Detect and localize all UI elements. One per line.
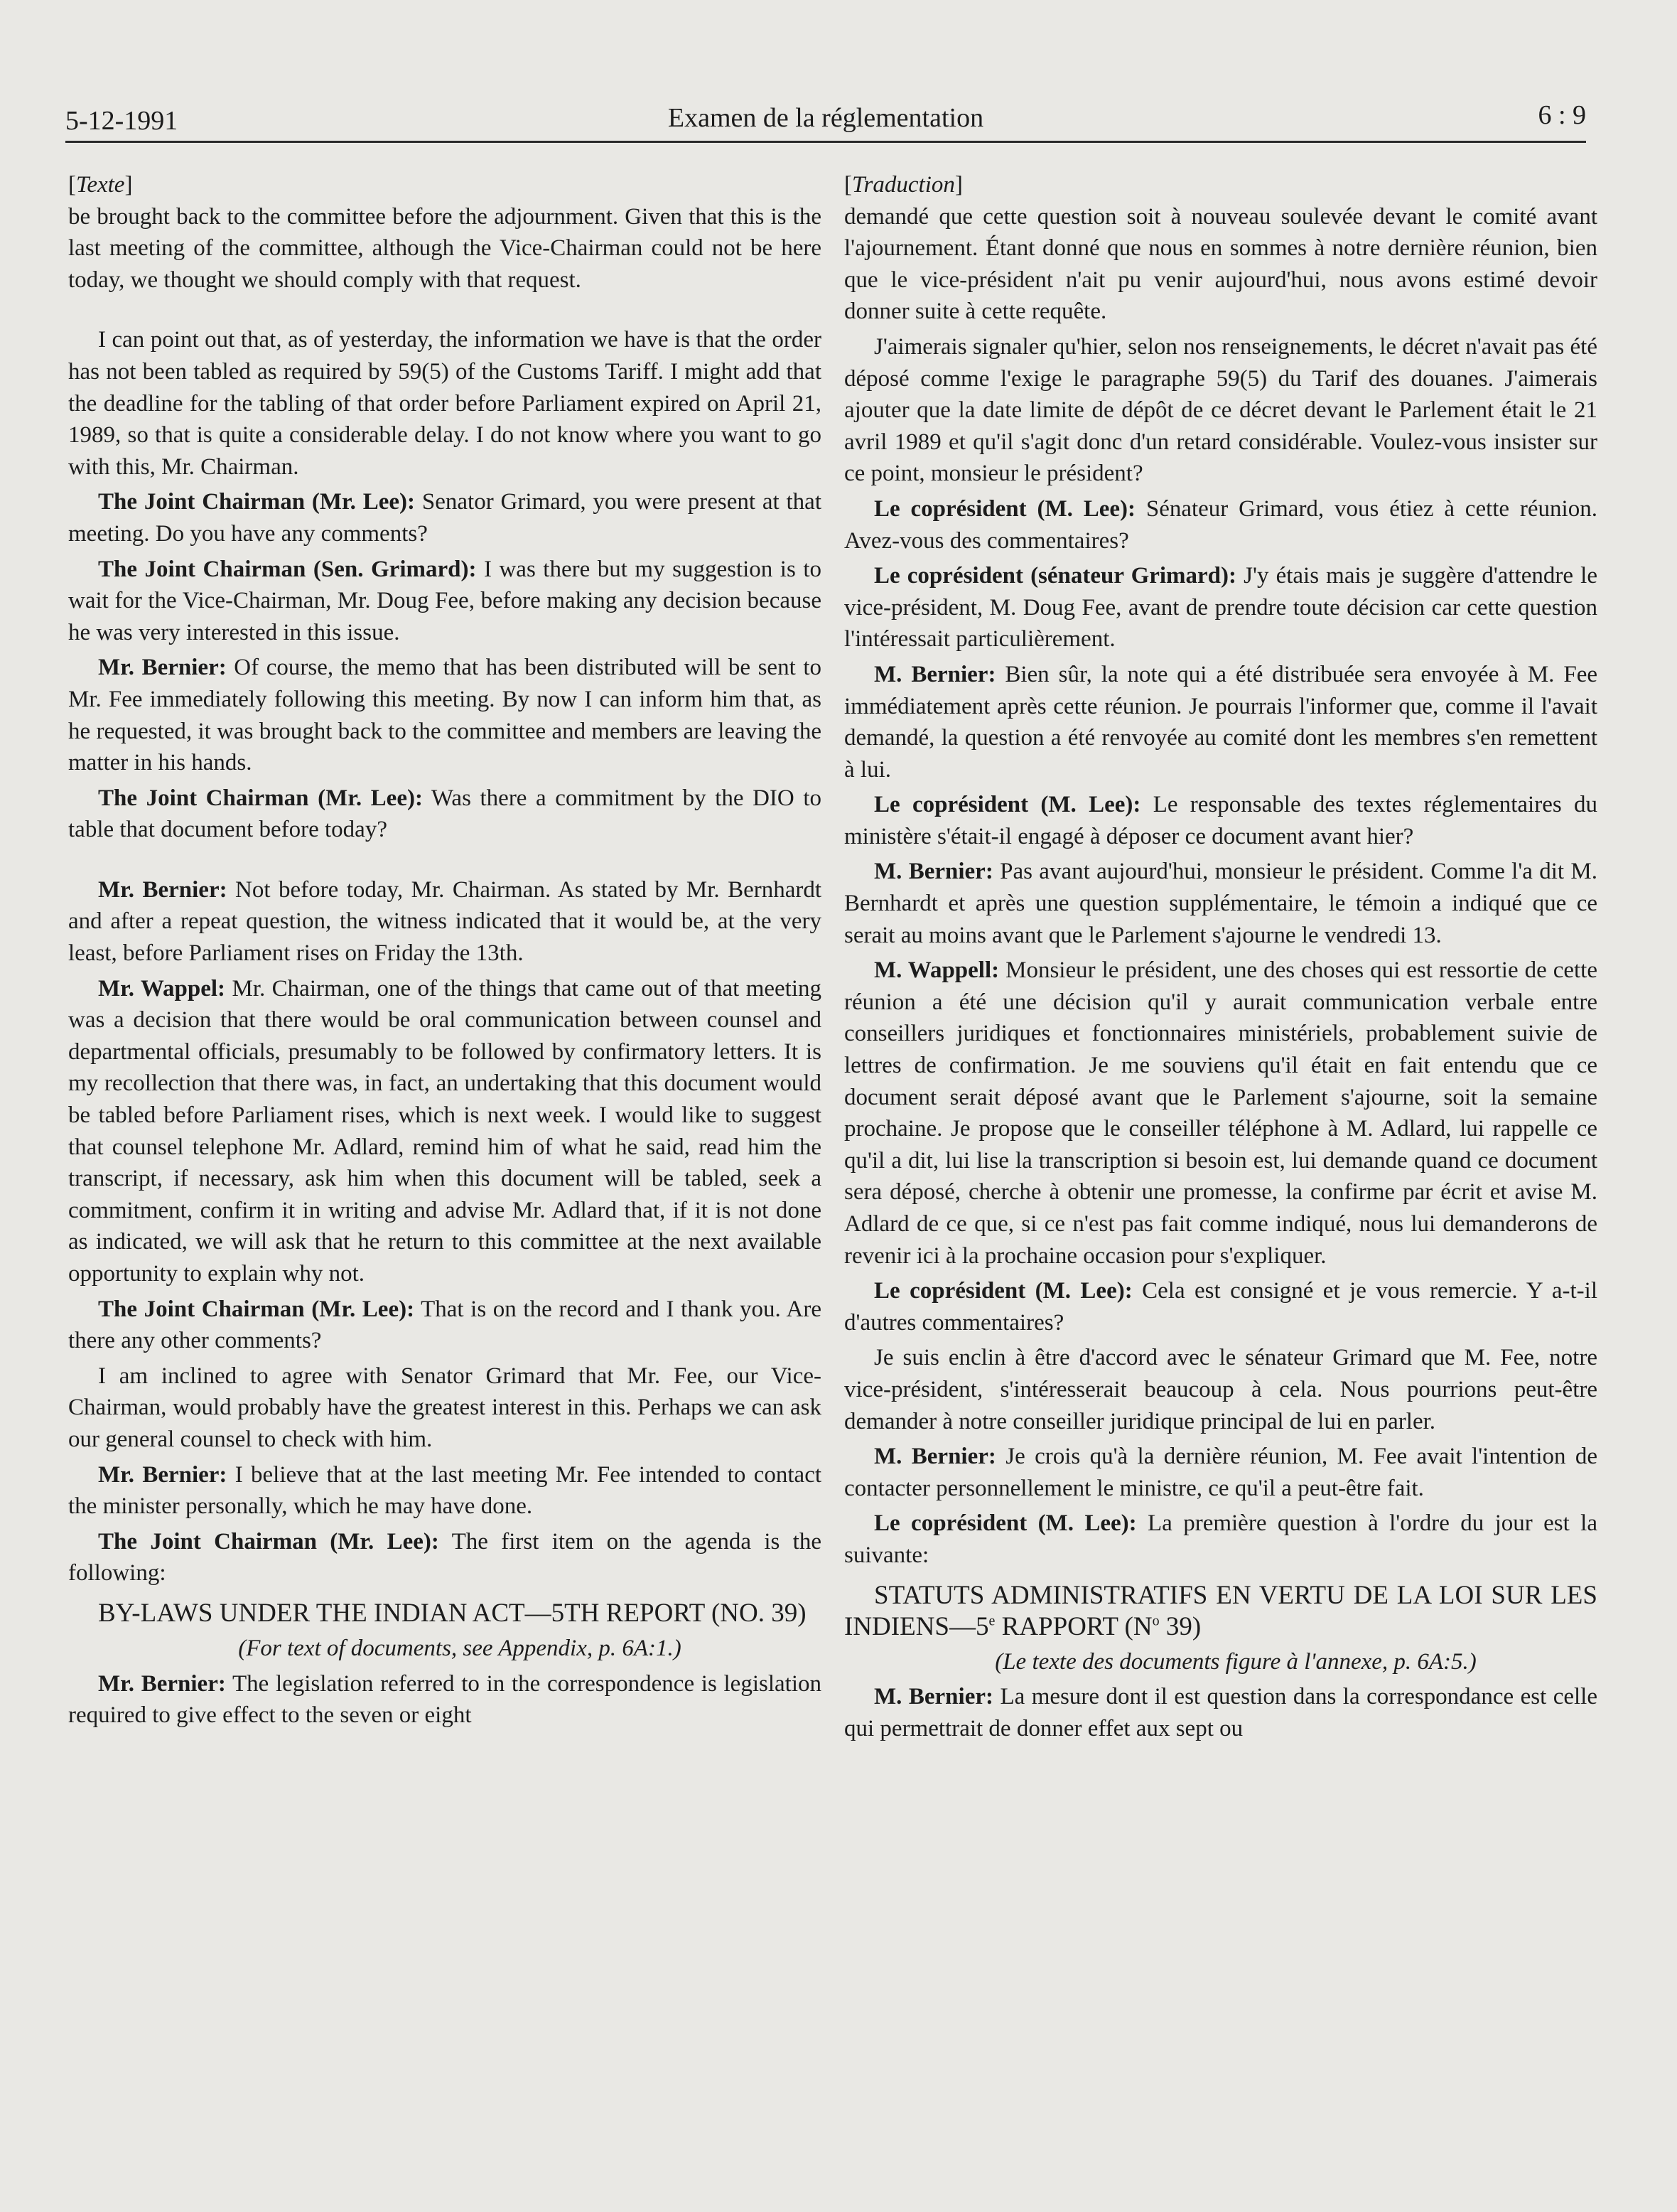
speech-text: La première question à l'ordre du jour est la suivante: bbox=[844, 1510, 1598, 1568]
paragraph bbox=[844, 493, 1597, 557]
speaker-name: M. Wappell: bbox=[874, 957, 1000, 984]
text-label: [Texte] bbox=[68, 172, 133, 198]
agenda-heading: BY-LAWS UNDER THE INDIAN ACT—5TH REPORT (NO. 39) bbox=[98, 1598, 807, 1628]
speaker-name: Mr. Bernier: bbox=[98, 1670, 226, 1697]
header-page-number: 6 : 9 bbox=[1538, 100, 1586, 130]
speaker-name: Mr. Bernier: bbox=[98, 876, 227, 903]
paragraph bbox=[844, 1441, 1597, 1504]
running-header bbox=[65, 84, 1586, 143]
speech-text: Je crois qu'à la dernière réunion, M. Fee avait l'intention de contacter personnellement le ministre, ce qu'il a peut-être fait. bbox=[844, 1444, 1597, 1501]
header-date: 5-12-1991 bbox=[65, 106, 178, 136]
speaker-name: The Joint Chairman (Mr. Lee): bbox=[98, 785, 423, 811]
speaker-name: M. Bernier: bbox=[874, 661, 996, 687]
speech-text: The first item on the agenda is the following: bbox=[68, 1528, 821, 1586]
heading-part: STATUTS ADMINISTRATIFS EN VERTU DE LA LOI SUR LES INDIENS—5 bbox=[844, 1580, 1597, 1641]
speaker-name: Le coprésident (M. Lee): bbox=[874, 495, 1136, 522]
paragraph bbox=[68, 973, 821, 1290]
speech-text: I believe that at the last meeting Mr. Fee intended to contact the minister personally, which he may have done. bbox=[68, 1461, 822, 1520]
speech-text: Sénateur Grimard, vous étiez à cette réunion. Avez-vous des commentaires? bbox=[844, 495, 1597, 554]
speech-text: That is on the record and I thank you. Are there any other comments? bbox=[68, 1296, 822, 1354]
paragraph bbox=[68, 874, 821, 970]
speaker-name: M. Bernier: bbox=[874, 859, 993, 885]
speaker-name: The Joint Chairman (Sen. Grimard): bbox=[98, 556, 477, 582]
speaker-name: The Joint Chairman (Mr. Lee): bbox=[98, 489, 416, 515]
speaker-name: Mr. Bernier: bbox=[98, 655, 227, 681]
paragraph: demandé que cette question soit à nouveau soulevée devant le comité avant l'ajournement. Étant donné que nous en sommes à notre dernière réunion, bien que le vice-président n'ait pu venir aujourd'hui, nous avons estimé devoir donner suite à cette requête. bbox=[844, 203, 1597, 325]
paragraph bbox=[68, 554, 821, 649]
speech-text: Of course, the memo that has been distributed will be sent to Mr. Fee immediately following this meeting. By now I can inform him that, as he requested, it was brought back to the committee and members are leaving the matter in his hands. bbox=[68, 655, 821, 776]
speaker-name: M. Bernier: bbox=[874, 1444, 996, 1470]
paragraph bbox=[68, 783, 821, 846]
speech-text: The legislation referred to in the correspondence is legislation required to give effect to the seven or eight bbox=[68, 1670, 821, 1729]
paragraph bbox=[68, 1526, 821, 1589]
paragraph bbox=[844, 856, 1597, 951]
speech-text: Pas avant aujourd'hui, monsieur le président. Comme l'a dit M. Bernhardt et après une question supplémentaire, le témoin a indiqué que ce serait au moins avant que le Parlement s'ajourne le vendredi 13. bbox=[844, 859, 1597, 948]
paragraph bbox=[68, 1294, 821, 1357]
paragraph bbox=[844, 560, 1597, 655]
agenda-heading bbox=[844, 1580, 1597, 1643]
speaker-name: Le coprésident (M. Lee): bbox=[874, 1510, 1137, 1537]
heading-superscript: o bbox=[1152, 1613, 1160, 1629]
speech-text: Not before today, Mr. Chairman. As stated by Mr. Bernhardt and after a repeat question, the witness indicated that it would be, at the very least, before Parliament rises on Friday the 13th. bbox=[68, 876, 822, 967]
heading-part: RAPPORT (N bbox=[995, 1611, 1153, 1641]
speech-text: La mesure dont il est question dans la correspondance est celle qui permettrait de donner effet aux sept ou bbox=[844, 1684, 1597, 1741]
speech-text: Senator Grimard, you were present at that meeting. Do you have any comments? bbox=[68, 489, 821, 547]
english-column bbox=[68, 169, 821, 1732]
paragraph: I am inclined to agree with Senator Grimard that Mr. Fee, our Vice-Chairman, would probably have the greatest interest in this. Perhaps we can ask our general counsel to check with him. bbox=[68, 1363, 821, 1452]
heading-superscript: e bbox=[988, 1613, 996, 1629]
paragraph: I can point out that, as of yesterday, the information we have is that the order has not been tabled as required by 59(5) of the Customs Tariff. I might add that the deadline for the tabling of that order before Parliament expired on April 21, 1989, so that is quite a considerable delay. I do not know where you want to go with this, Mr. Chairman. bbox=[68, 327, 821, 480]
french-column bbox=[844, 169, 1597, 1744]
appendix-reference: (For text of documents, see Appendix, p. 6A:1.) bbox=[238, 1635, 681, 1661]
translation-label: [Traduction] bbox=[844, 172, 963, 198]
speaker-name: Le coprésident (sénateur Grimard): bbox=[874, 563, 1237, 589]
speaker-name: The Joint Chairman (Mr. Lee): bbox=[98, 1296, 415, 1322]
paragraph bbox=[844, 659, 1597, 785]
heading-part: 39) bbox=[1159, 1611, 1202, 1641]
speech-text: Mr. Chairman, one of the things that came out of that meeting was a decision that there would be oral communication between counsel and departmental officials, presumably to be followed by confirmatory letters. It is my recollection that there was, in fact, an undertaking that this document would be tabled before Parliament rises, which is next week. I would like to suggest that counsel telephone Mr. Adlard, remind him of what he said, read him the transcript, if necessary, ask him when this document will be tabled, seek a commitment, confirm it in writing and advise Mr. Adlard that, if it is not done as indicated, we will ask that he return to this committee at the next available opportunity to explain why not. bbox=[68, 975, 822, 1287]
speaker-name: M. Bernier: bbox=[874, 1684, 993, 1710]
speaker-name: Mr. Wappel: bbox=[98, 975, 226, 1002]
paragraph bbox=[68, 1668, 821, 1732]
paragraph bbox=[68, 486, 821, 549]
paragraph: J'aimerais signaler qu'hier, selon nos renseignements, le décret n'avait pas été déposé comme l'exige le paragraphe 59(5) du Tarif des douanes. J'aimerais ajouter que la date limite de dépôt de ce décret devant le Parlement était le 21 avril 1989 et qu'il s'agit donc d'un retard considérable. Voulez-vous insister sur ce point, monsieur le président? bbox=[844, 333, 1597, 487]
appendix-reference: (Le texte des documents figure à l'annexe, p. 6A:5.) bbox=[995, 1648, 1477, 1675]
speaker-name: Le coprésident (M. Lee): bbox=[874, 1278, 1133, 1304]
paragraph bbox=[844, 1275, 1597, 1338]
speech-text: Monsieur le président, une des choses qui est ressortie de cette réunion a été une décision qu'il y aurait communication verbale entre conseillers juridiques et fonctionnaires ministériels, probablement suivie de lettres de confirmation. Je me souviens qu'il était en fait entendu que ce document serait déposé avant que le Parlement s'ajourne, soit la semaine prochaine. Je propose que le conseiller téléphone à M. Adlard, lui rappelle ce qu'il a dit, lui lise la transcription si besoin est, lui demande quand ce document sera déposé, cherche à obtenir une promesse, la confirme par écrit et avise M. Adlard de ce que, si ce n'est pas fait comme indiqué, nous lui demanderons de revenir ici à la prochaine occasion pour s'expliquer. bbox=[844, 957, 1597, 1269]
speech-text: Cela est consigné et je vous remercie. Y a-t-il d'autres commentaires? bbox=[844, 1278, 1597, 1336]
paragraph: be brought back to the committee before the adjournment. Given that this is the last meeting of the committee, although the Vice-Chairman could not be here today, we thought we should comply with that request. bbox=[68, 203, 821, 293]
paragraph bbox=[844, 789, 1597, 852]
speech-text: J'y étais mais je suggère d'attendre le vice-président, M. Doug Fee, avant de prendre toute décision car cette question l'intéressait particulièrement. bbox=[844, 563, 1597, 653]
paragraph bbox=[68, 652, 821, 778]
paragraph: Je suis enclin à être d'accord avec le sénateur Grimard que M. Fee, notre vice-président, s'intéresserait beaucoup à cela. Nous pourrions peut-être demander à notre conseiller juridique principal de lui en parler. bbox=[844, 1345, 1597, 1434]
speech-text: I was there but my suggestion is to wait for the Vice-Chairman, Mr. Doug Fee, before making any decision because he was very interested in this issue. bbox=[68, 556, 821, 645]
translation-label-word: Traduction bbox=[852, 172, 955, 198]
text-label-word: Texte bbox=[76, 172, 125, 198]
speech-text: Bien sûr, la note qui a été distribuée sera envoyée à M. Fee immédiatement après cette réunion. Je pourrais l'informer que, comme il l'avait demandé, la question a été renvoyée au comité dont les membres s'en remettent à lui. bbox=[844, 661, 1597, 783]
header-title: Examen de la réglementation bbox=[667, 103, 984, 133]
paragraph bbox=[844, 955, 1597, 1272]
paragraph bbox=[68, 1459, 821, 1523]
paragraph bbox=[844, 1508, 1597, 1571]
speech-text: Le responsable des textes réglementaires du ministère s'était-il engagé à déposer ce document avant hier? bbox=[844, 792, 1597, 849]
speaker-name: The Joint Chairman (Mr. Lee): bbox=[98, 1528, 439, 1555]
paragraph bbox=[844, 1681, 1597, 1744]
speech-text: Was there a commitment by the DIO to table that document before today? bbox=[68, 785, 821, 843]
speaker-name: Le coprésident (M. Lee): bbox=[874, 792, 1141, 818]
speaker-name: Mr. Bernier: bbox=[98, 1461, 227, 1488]
